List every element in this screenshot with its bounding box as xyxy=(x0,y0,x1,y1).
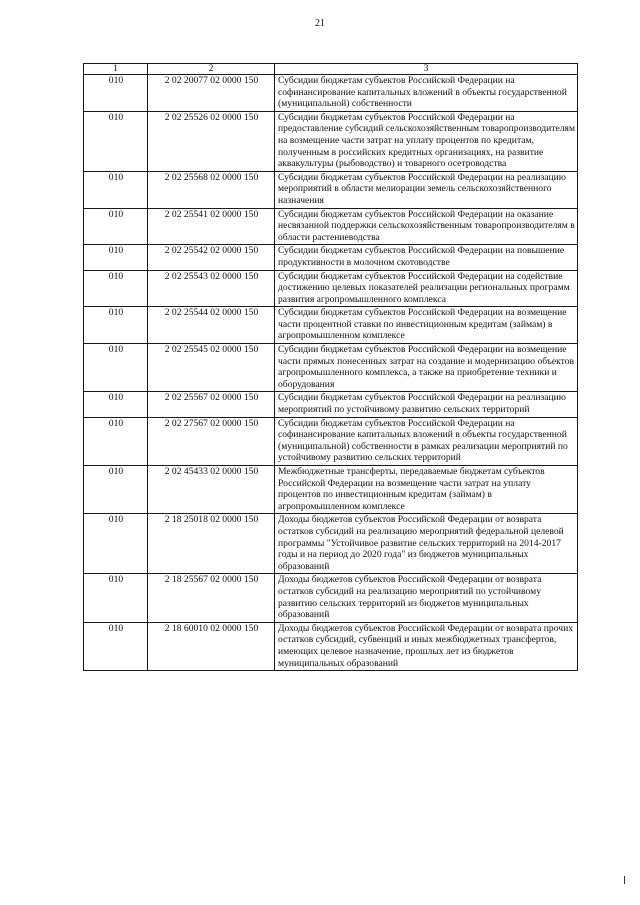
admin-code-cell: 010 xyxy=(84,574,148,622)
admin-code-cell: 010 xyxy=(84,514,148,574)
table-row xyxy=(84,622,578,670)
budget-code-cell: 2 02 45433 02 0000 150 xyxy=(148,466,275,514)
table-row xyxy=(84,466,578,514)
table-row xyxy=(84,392,578,417)
description-cell: Субсидии бюджетам субъектов Российской Федерации на предоставление субсидий сельскохозяйственным товаропроизводителям на возмещение части затрат на уплату процентов по кредитам, полученным в российских кредитных организациях, на развитие аквакультуры (рыбоводство) и товарного осетроводства xyxy=(275,111,578,171)
table-row xyxy=(84,111,578,171)
description-cell: Доходы бюджетов субъектов Российской Федерации от возврата прочих остатков субсидий, субвенций и иных межбюджетных трансфертов, имеющих целевое назначение, прошлых лет из бюджетов муниципальных образований xyxy=(275,622,578,670)
table-row xyxy=(84,307,578,344)
table-row xyxy=(84,245,578,270)
description-cell: Субсидии бюджетам субъектов Российской Федерации на содействие достижению целевых показателей реализации региональных программ развития агропромышленного комплекса xyxy=(275,270,578,307)
budget-code-cell: 2 02 25542 02 0000 150 xyxy=(148,245,275,270)
table-row xyxy=(84,208,578,245)
budget-code-cell: 2 02 27567 02 0000 150 xyxy=(148,417,275,465)
budget-code-cell: 2 18 25018 02 0000 150 xyxy=(148,514,275,574)
budget-code-cell: 2 02 25543 02 0000 150 xyxy=(148,270,275,307)
admin-code-cell: 010 xyxy=(84,270,148,307)
description-cell: Субсидии бюджетам субъектов Российской Федерации на возмещение части процентной ставки по инвестиционным кредитам (займам) в агропромышленном комплексе xyxy=(275,307,578,344)
table-row xyxy=(84,344,578,392)
admin-code-cell: 010 xyxy=(84,245,148,270)
budget-code-cell: 2 02 25568 02 0000 150 xyxy=(148,171,275,208)
table-row xyxy=(84,417,578,465)
description-cell: Субсидии бюджетам субъектов Российской Федерации на софинансирование капитальных вложений в объекты государственной (муниципальной) собственности в рамках реализации мероприятий по устойчивому развитию сельских территорий xyxy=(275,417,578,465)
scan-edge-mark xyxy=(624,876,625,884)
table-header-row xyxy=(84,64,578,75)
budget-code-cell: 2 02 25567 02 0000 150 xyxy=(148,392,275,417)
budget-code-cell: 2 02 25526 02 0000 150 xyxy=(148,111,275,171)
budget-code-cell: 2 02 20077 02 0000 150 xyxy=(148,75,275,112)
description-cell: Межбюджетные трансферты, передаваемые бюджетам субъектов Российской Федерации на возмещение части затрат на уплату процентов по инвестиционным кредитам (займам) в агропромышленном комплексе xyxy=(275,466,578,514)
admin-code-cell: 010 xyxy=(84,75,148,112)
budget-code-cell: 2 02 25545 02 0000 150 xyxy=(148,344,275,392)
description-cell: Субсидии бюджетам субъектов Российской Федерации на реализацию мероприятий в области мелиорации земель сельскохозяйственного назначения xyxy=(275,171,578,208)
budget-code-cell: 2 18 25567 02 0000 150 xyxy=(148,574,275,622)
table-row xyxy=(84,75,578,112)
table-row xyxy=(84,270,578,307)
admin-code-cell: 010 xyxy=(84,622,148,670)
admin-code-cell: 010 xyxy=(84,307,148,344)
page-number: 21 xyxy=(315,18,325,29)
budget-classification-table xyxy=(83,63,578,671)
admin-code-cell: 010 xyxy=(84,417,148,465)
admin-code-cell: 010 xyxy=(84,466,148,514)
description-cell: Доходы бюджетов субъектов Российской Федерации от возврата остатков субсидий на реализацию мероприятий федеральной целевой программы "Устойчивое развитие сельских территорий на 2014-2017 годы и на период до 2020 года" из бюджетов муниципальных образований xyxy=(275,514,578,574)
column-header-1: 1 xyxy=(84,64,148,75)
description-cell: Субсидии бюджетам субъектов Российской Федерации на софинансирование капитальных вложений в объекты государственной (муниципальной) собственности xyxy=(275,75,578,112)
admin-code-cell: 010 xyxy=(84,344,148,392)
column-header-2: 2 xyxy=(148,64,275,75)
budget-code-cell: 2 18 60010 02 0000 150 xyxy=(148,622,275,670)
table-row xyxy=(84,574,578,622)
table-row xyxy=(84,171,578,208)
admin-code-cell: 010 xyxy=(84,111,148,171)
admin-code-cell: 010 xyxy=(84,208,148,245)
admin-code-cell: 010 xyxy=(84,392,148,417)
budget-code-cell: 2 02 25541 02 0000 150 xyxy=(148,208,275,245)
description-cell: Доходы бюджетов субъектов Российской Федерации от возврата остатков субсидий на реализацию мероприятий по устойчивому развитию сельских территорий из бюджетов муниципальных образований xyxy=(275,574,578,622)
budget-code-cell: 2 02 25544 02 0000 150 xyxy=(148,307,275,344)
column-header-3: 3 xyxy=(275,64,578,75)
description-cell: Субсидии бюджетам субъектов Российской Федерации на возмещение части прямых понесенных затрат на создание и модернизацию объектов агропромышленного комплекса, а также на приобретение техники и оборудования xyxy=(275,344,578,392)
description-cell: Субсидии бюджетам субъектов Российской Федерации на оказание несвязанной поддержки сельскохозяйственным товаропроизводителям в области растениеводства xyxy=(275,208,578,245)
table-body xyxy=(84,75,578,671)
table-row xyxy=(84,514,578,574)
admin-code-cell: 010 xyxy=(84,171,148,208)
description-cell: Субсидии бюджетам субъектов Российской Федерации на реализацию мероприятий по устойчивому развитию сельских территорий xyxy=(275,392,578,417)
description-cell: Субсидии бюджетам субъектов Российской Федерации на повышение продуктивности в молочном скотоводстве xyxy=(275,245,578,270)
